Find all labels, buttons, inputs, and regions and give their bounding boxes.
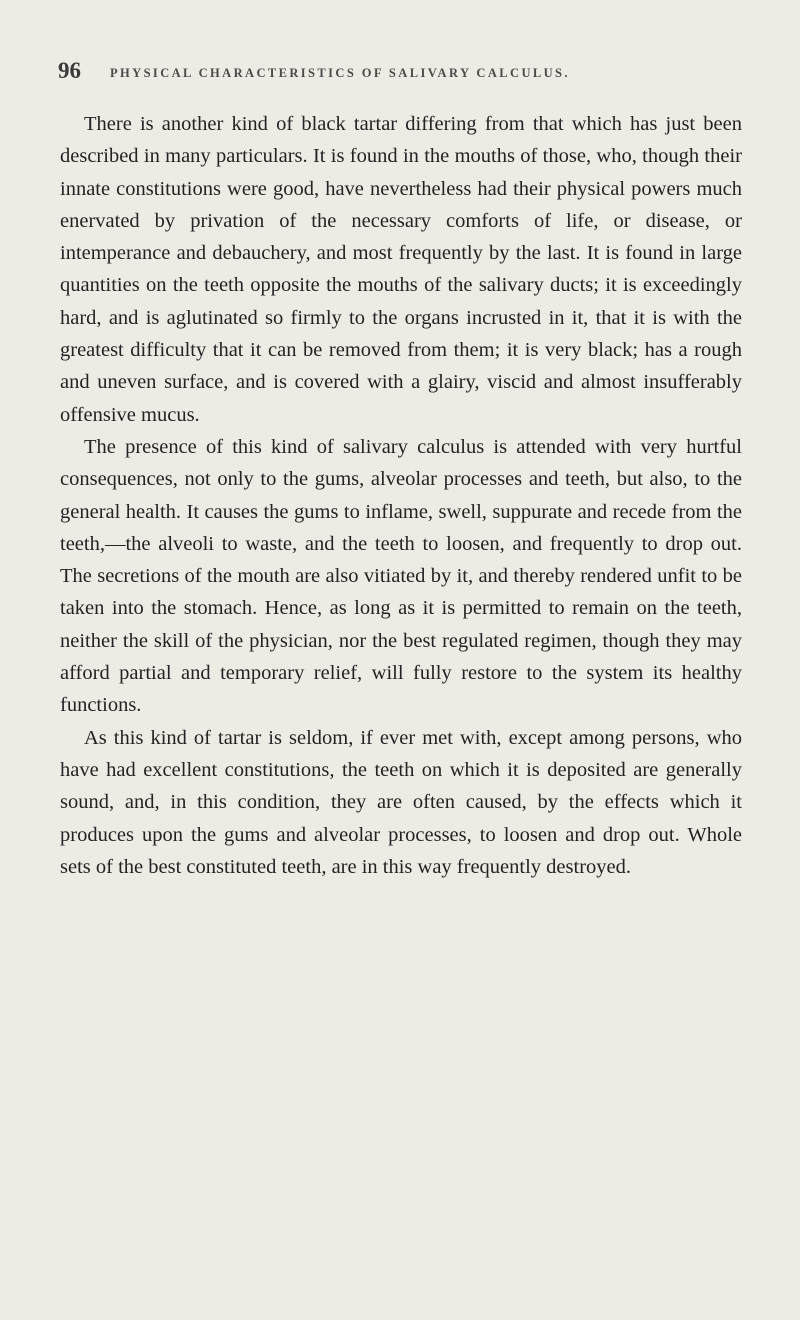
paragraph-1: There is another kind of black tartar differing from that which has just been described in many particulars. It is found in the mouths of those, who, though their innate constitutions were good, have nevertheless had their physical powers much enervated by privation of the necessary comforts of life, or disease, or intemperance and debauchery, and most frequently by the last. It is found in large quantities on the teeth opposite the mouths of the salivary ducts; it is exceedingly hard, and is aglutinated so firmly to the organs incrusted in it, that it is with the greatest difficulty that it can be removed from them; it is very black; has a rough and uneven surface, and is covered with a glairy, viscid and almost insufferably offensive mucus.: [60, 113, 742, 426]
running-head: [58, 58, 758, 86]
body-text: [60, 108, 742, 883]
paragraph-2: The presence of this kind of salivary calculus is attended with very hurtful consequences, not only to the gums, alveolar processes and teeth, but also, to the general health. It causes the gums to inflame, swell, suppurate and recede from the teeth,—the alveoli to waste, and the teeth to loosen, and frequently to drop out. The secretions of the mouth are also vitiated by it, and thereby rendered unfit to be taken into the stomach. Hence, as long as it is permitted to remain on the teeth, neither the skill of the physician, nor the best regulated regimen, though they may afford partial and temporary relief, will fully restore to the system its healthy functions.: [60, 435, 742, 717]
running-title: PHYSICAL CHARACTERISTICS OF SALIVARY CALCULUS.: [110, 66, 570, 80]
page-number: 96: [58, 58, 81, 83]
paragraph-3: As this kind of tartar is seldom, if ever met with, except among persons, who have had excellent constitutions, the teeth on which it is deposited are generally sound, and, in this condition, they are often caused, by the effects which it produces upon the gums and alveolar processes, to loosen and drop out. Whole sets of the best constituted teeth, are in this way frequently destroyed.: [60, 726, 742, 878]
